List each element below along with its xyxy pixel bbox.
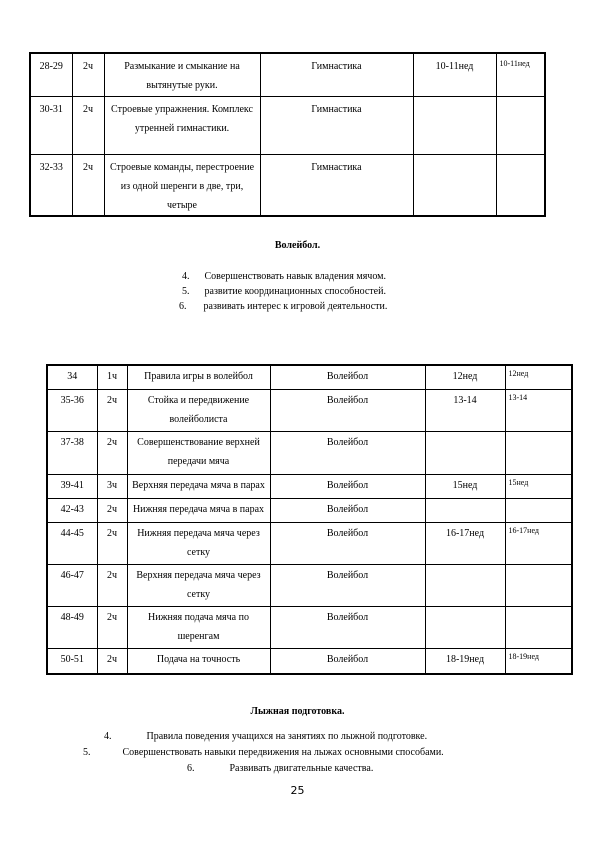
section: Волейбол <box>270 474 425 498</box>
lesson-topic: Стойка и передвижение волейболиста <box>127 389 270 431</box>
hours: 2ч <box>72 96 104 154</box>
lesson-topic: Строевые команды, перестроение из одной шеренги в две, три, четыре <box>104 154 260 216</box>
planned-week: 13-14 <box>425 389 505 431</box>
lesson-topic: Правила игры в волейбол <box>127 365 270 389</box>
hours: 2ч <box>97 498 127 522</box>
hours: 2ч <box>97 648 127 674</box>
hours: 1ч <box>97 365 127 389</box>
table-row <box>47 648 572 674</box>
volleyball-title: Волейбол. <box>274 240 321 251</box>
list-number: 5. <box>182 286 190 297</box>
planned-week <box>425 498 505 522</box>
hours: 2ч <box>97 606 127 648</box>
lesson-topic: Нижняя подача мяча по шеренгам <box>127 606 270 648</box>
actual-week <box>505 564 572 606</box>
list-number: 6. <box>179 301 187 312</box>
section: Волейбол <box>270 606 425 648</box>
actual-week: 18-19нед <box>505 648 572 674</box>
lesson-number: 46-47 <box>47 564 97 606</box>
lesson-number: 32-33 <box>30 154 72 216</box>
list-text: Совершенствовать навыки передвижения на лыжах основными способами. <box>122 747 444 758</box>
section: Волейбол <box>270 522 425 564</box>
hours: 2ч <box>97 522 127 564</box>
lesson-number: 42-43 <box>47 498 97 522</box>
actual-week: 13-14 <box>505 389 572 431</box>
list-number: 5. <box>83 747 91 758</box>
list-item <box>179 301 387 312</box>
section: Волейбол <box>270 431 425 474</box>
hours: 3ч <box>97 474 127 498</box>
list-number: 6. <box>187 763 195 774</box>
gymnastics-table <box>29 52 546 217</box>
lesson-number: 50-51 <box>47 648 97 674</box>
planned-week <box>425 564 505 606</box>
table-row <box>47 389 572 431</box>
lesson-number: 28-29 <box>30 53 72 96</box>
planned-week: 10-11нед <box>413 53 496 96</box>
planned-week <box>413 96 496 154</box>
planned-week: 15нед <box>425 474 505 498</box>
section: Волейбол <box>270 365 425 389</box>
table-row <box>30 154 545 216</box>
lesson-topic: Верхняя передача мяча в парах <box>127 474 270 498</box>
section: Волейбол <box>270 498 425 522</box>
lesson-number: 48-49 <box>47 606 97 648</box>
planned-week: 16-17нед <box>425 522 505 564</box>
lesson-topic: Размыкание и смыкание на вытянутые руки. <box>104 53 260 96</box>
actual-week <box>505 498 572 522</box>
section: Волейбол <box>270 564 425 606</box>
hours: 2ч <box>97 389 127 431</box>
planned-week <box>425 606 505 648</box>
actual-week <box>496 96 545 154</box>
hours: 2ч <box>72 154 104 216</box>
list-text: Правила поведения учащихся на занятиях по лыжной подготовке. <box>146 731 428 742</box>
planned-week <box>413 154 496 216</box>
lesson-topic: Совершенствование верхней передачи мяча <box>127 431 270 474</box>
list-number: 4. <box>182 271 190 282</box>
hours: 2ч <box>97 431 127 474</box>
list-number: 4. <box>104 731 112 742</box>
volleyball-table <box>46 364 573 675</box>
hours: 2ч <box>72 53 104 96</box>
table-row <box>30 53 545 96</box>
planned-week: 12нед <box>425 365 505 389</box>
list-text: Развивать двигательные качества. <box>229 763 374 774</box>
actual-week <box>496 154 545 216</box>
list-text: развитие координационных способностей. <box>204 286 386 297</box>
actual-week: 16-17нед <box>505 522 572 564</box>
table-row <box>47 606 572 648</box>
list-text: Совершенствовать навык владения мячом. <box>204 271 386 282</box>
section: Волейбол <box>270 389 425 431</box>
table-row <box>47 431 572 474</box>
table-row <box>47 522 572 564</box>
section: Волейбол <box>270 648 425 674</box>
lesson-number: 37-38 <box>47 431 97 474</box>
page-number: 25 <box>290 784 305 797</box>
planned-week: 18-19нед <box>425 648 505 674</box>
table-row <box>30 96 545 154</box>
lesson-number: 39-41 <box>47 474 97 498</box>
table-row <box>47 564 572 606</box>
section: Гимнастика <box>260 96 413 154</box>
lesson-number: 35-36 <box>47 389 97 431</box>
planned-week <box>425 431 505 474</box>
lesson-number: 34 <box>47 365 97 389</box>
lesson-topic: Нижняя передача мяча через сетку <box>127 522 270 564</box>
skiing-title: Лыжная подготовка. <box>250 706 345 717</box>
table-row <box>47 365 572 389</box>
hours: 2ч <box>97 564 127 606</box>
lesson-topic: Строевые упражнения. Комплекс утренней гимнастики. <box>104 96 260 154</box>
lesson-topic: Верхняя передача мяча через сетку <box>127 564 270 606</box>
lesson-number: 30-31 <box>30 96 72 154</box>
actual-week <box>505 431 572 474</box>
section: Гимнастика <box>260 154 413 216</box>
actual-week: 15нед <box>505 474 572 498</box>
lesson-topic: Нижняя передача мяча в парах <box>127 498 270 522</box>
lesson-number: 44-45 <box>47 522 97 564</box>
list-item <box>182 286 386 297</box>
list-item <box>104 731 427 742</box>
list-item <box>83 747 444 758</box>
actual-week: 12нед <box>505 365 572 389</box>
table-row <box>47 498 572 522</box>
list-item <box>187 763 373 774</box>
actual-week <box>505 606 572 648</box>
list-text: развивать интерес к игровой деятельности. <box>203 301 388 312</box>
table-row <box>47 474 572 498</box>
list-item <box>182 271 386 282</box>
section: Гимнастика <box>260 53 413 96</box>
lesson-topic: Подача на точность <box>127 648 270 674</box>
actual-week: 10-11нед <box>496 53 545 96</box>
